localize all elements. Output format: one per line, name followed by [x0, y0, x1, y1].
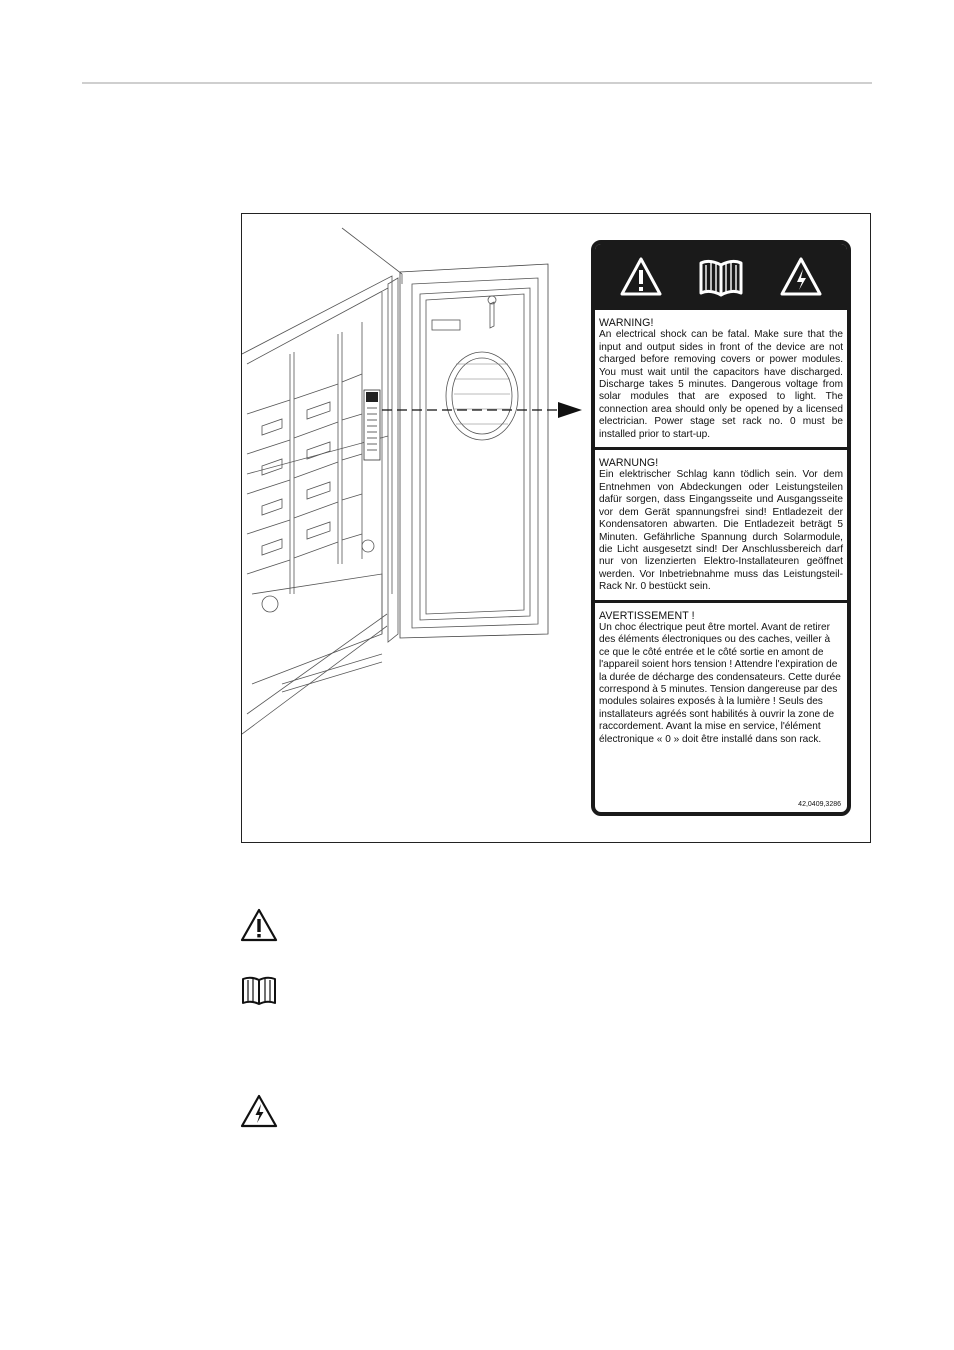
label-part-code: 42,0409,3286	[798, 801, 841, 808]
label-icon-band	[595, 244, 847, 310]
warning-triangle-icon	[619, 255, 663, 299]
label-heading: WARNING!	[599, 317, 654, 329]
header-rule	[82, 82, 872, 84]
warning-triangle-icon	[240, 908, 278, 942]
high-voltage-icon	[779, 255, 823, 299]
label-section-english	[595, 310, 847, 441]
warning-label	[591, 240, 851, 816]
figure-frame	[241, 213, 871, 843]
label-body: An electrical shock can be fatal. Make sure that the input and output sides in front of the device are not charged before removing covers or power modules. You must wait until the capacitors have discharged. Discharge takes 5 minutes. Dangerous voltage from solar modules that are exposed to light. The connection area should only be opened by a licensed electrician. Power stage set rack no. 0 must be installed prior to start-up.	[599, 329, 843, 440]
label-body: Un choc électrique peut être mortel. Avant de retirer des éléments électroniques ou des caches, veiller à ce que le côté entrée et le côté sortie en amont de l'appareil soient hors tension ! Attendre l'expiration de la durée de décharge des condensateurs. Cette durée correspond à 5 minutes. Tension dangereuse par des modules solaires exposés à la lumière ! Seuls des installateurs agréés sont habilités à ouvrir la zone de raccordement. Avant la mise en service, l'élément électronique « 0 » doit être installé dans son rack.	[599, 621, 841, 745]
label-section-french	[595, 603, 847, 746]
high-voltage-icon	[240, 1094, 278, 1128]
label-body: Ein elektrischer Schlag kann tödlich sein. Vor dem Entnehmen von Abdeckungen oder Leistungsteilen dafür sorgen, dass Eingangsseite und Ausgangsseite vor dem Gerät spannungsfrei sind! Entladezeit der Kondensatoren abwarten. Die Entladezeit beträgt 5 Minuten. Gefährliche Spannung durch Solarmodule, die Licht ausgesetzt sind! Der Anschlussbereich darf nur von lizenzierten Elektro-Installateuren geöffnet werden. Vor Inbetriebnahme muss das Leistungsteil-Rack Nr. 0 bestückt sein.	[599, 469, 843, 593]
label-heading: AVERTISSEMENT !	[599, 609, 695, 622]
read-manual-icon	[240, 974, 278, 1006]
read-manual-icon	[696, 255, 746, 299]
label-heading: WARNUNG!	[599, 457, 659, 470]
label-section-german	[595, 450, 847, 593]
